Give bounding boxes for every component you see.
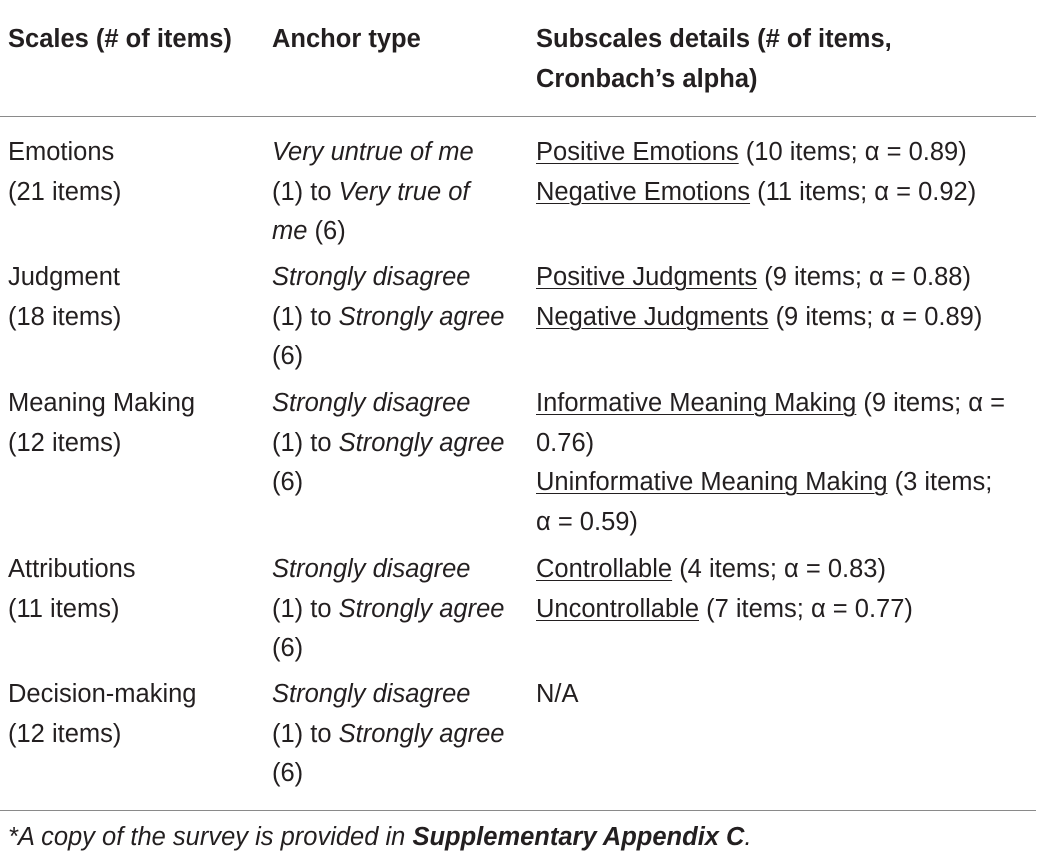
anchor-low: Very untrue of me	[272, 138, 474, 166]
subscale-detail: (3 items; α = 0.59)	[536, 468, 993, 536]
footnote-suffix: .	[744, 823, 752, 851]
header-divider	[0, 116, 1036, 117]
subscale-name: Controllable	[536, 555, 673, 583]
subscale-name: Uninformative Meaning Making	[536, 468, 888, 496]
scale-cell	[8, 675, 258, 754]
scale-name: Judgment	[8, 263, 120, 291]
subscales-cell	[536, 258, 1036, 337]
anchor-low-num: (1) to	[272, 594, 332, 623]
anchor-high: Strongly agree	[338, 428, 505, 457]
scale-items: (21 items)	[8, 177, 122, 206]
scale-name: Attributions	[8, 555, 136, 583]
subscale-detail: (4 items; α = 0.83)	[679, 555, 886, 583]
header-subscales: Subscales details (# of items, Cronbach’s alpha)	[536, 25, 892, 93]
subscale-line	[536, 550, 1036, 590]
subscale-line	[536, 258, 1036, 298]
anchor-high: Strongly agree	[338, 719, 505, 748]
anchor-low: Strongly disagree	[272, 680, 471, 708]
subscale-line	[536, 133, 1036, 173]
anchor-low: Strongly disagree	[272, 389, 471, 417]
anchor-low: Strongly disagree	[272, 555, 471, 583]
anchor-high: Very true of me	[272, 177, 470, 245]
anchor-cell	[272, 675, 507, 794]
subscales-cell	[536, 675, 1036, 715]
anchor-cell	[272, 550, 507, 669]
subscale-na: N/A	[536, 680, 579, 708]
anchor-low: Strongly disagree	[272, 263, 471, 291]
table-footnote	[8, 818, 752, 858]
subscale-name: Negative Emotions	[536, 177, 751, 206]
scale-items: (12 items)	[8, 428, 122, 457]
anchor-high: Strongly agree	[338, 302, 505, 331]
footnote-prefix: *A copy of the survey is provided in	[8, 823, 413, 851]
subscale-line	[536, 298, 1036, 338]
table-bottom-divider	[0, 810, 1036, 811]
scale-items: (11 items)	[8, 594, 120, 623]
subscale-name: Informative Meaning Making	[536, 389, 857, 417]
subscale-line	[536, 590, 1036, 630]
header-anchor: Anchor type	[272, 25, 421, 53]
anchor-low-num: (1) to	[272, 177, 332, 206]
anchor-high-num: (6)	[272, 342, 304, 370]
subscale-line	[536, 173, 1036, 213]
subscale-name: Positive Judgments	[536, 263, 758, 291]
anchor-low-num: (1) to	[272, 428, 332, 457]
anchor-low-num: (1) to	[272, 302, 332, 331]
scale-cell	[8, 258, 258, 337]
scale-cell	[8, 384, 258, 463]
anchor-high-num: (6)	[272, 468, 304, 496]
anchor-cell	[272, 133, 507, 252]
subscale-name: Uncontrollable	[536, 594, 700, 623]
anchor-cell	[272, 258, 507, 377]
header-scales: Scales (# of items)	[8, 25, 232, 53]
anchor-low-num: (1) to	[272, 719, 332, 748]
anchor-high-num: (6)	[314, 217, 346, 245]
scale-items: (12 items)	[8, 719, 122, 748]
subscales-cell	[536, 550, 1036, 629]
subscale-detail: (9 items; α = 0.76)	[536, 389, 1005, 457]
scale-items: (18 items)	[8, 302, 122, 331]
anchor-high-num: (6)	[272, 759, 304, 787]
subscale-name: Positive Emotions	[536, 138, 739, 166]
subscale-detail: (9 items; α = 0.89)	[775, 302, 983, 331]
subscale-line	[536, 384, 1011, 463]
subscales-cell	[536, 133, 1036, 212]
subscale-detail: (9 items; α = 0.88)	[764, 263, 971, 291]
anchor-high-num: (6)	[272, 634, 304, 662]
subscale-line	[536, 463, 1011, 542]
scale-name: Meaning Making	[8, 389, 196, 417]
table-header	[0, 20, 1040, 116]
subscales-cell	[536, 384, 1011, 542]
subscale-detail: (7 items; α = 0.77)	[706, 594, 913, 623]
scale-name: Decision-making	[8, 680, 197, 708]
scale-cell	[8, 550, 258, 629]
scale-name: Emotions	[8, 138, 115, 166]
subscale-name: Negative Judgments	[536, 302, 769, 331]
footnote-appendix-ref: Supplementary Appendix C	[412, 823, 745, 851]
subscale-detail: (10 items; α = 0.89)	[745, 138, 967, 166]
scale-cell	[8, 133, 258, 212]
subscale-detail: (11 items; α = 0.92)	[757, 177, 977, 206]
anchor-cell	[272, 384, 507, 503]
anchor-high: Strongly agree	[338, 594, 505, 623]
